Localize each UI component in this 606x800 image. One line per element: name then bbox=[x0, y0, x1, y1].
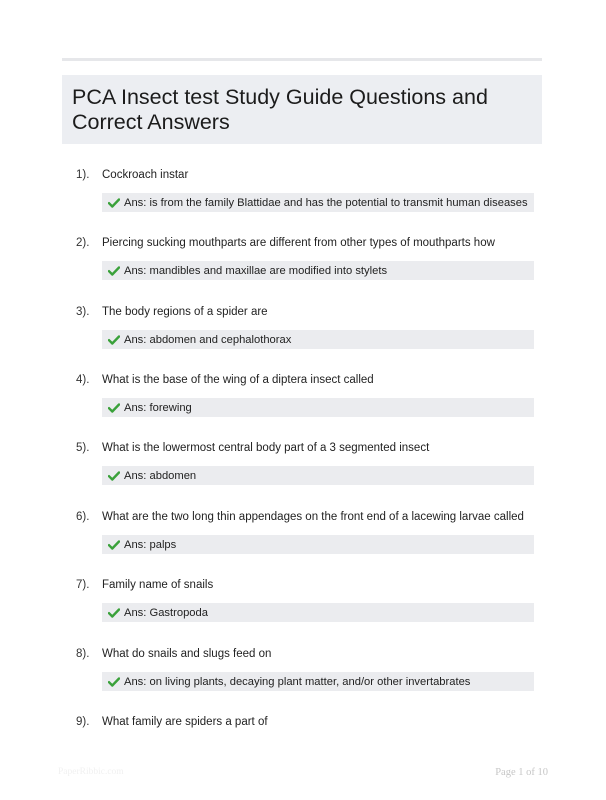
footer-watermark: PaperRibbic.com bbox=[58, 767, 124, 777]
checkmark-icon bbox=[108, 403, 120, 413]
question-text: What are the two long thin appendages on the front end of a lacewing larvae called bbox=[102, 511, 524, 523]
answer-box bbox=[102, 193, 534, 212]
answer-box bbox=[102, 330, 534, 349]
top-divider bbox=[62, 58, 542, 61]
checkmark-icon bbox=[108, 608, 120, 618]
answer-text: Ans: is from the family Blattidae and has the potential to transmit human diseases bbox=[124, 196, 528, 209]
checkmark-icon bbox=[108, 677, 120, 687]
checkmark-icon bbox=[108, 335, 120, 345]
question-number: 1). bbox=[76, 169, 90, 181]
question-number: 4). bbox=[76, 374, 90, 386]
question-item bbox=[62, 306, 542, 346]
question-item bbox=[62, 511, 542, 551]
answer-text: Ans: forewing bbox=[124, 401, 192, 414]
question-number: 3). bbox=[76, 306, 90, 318]
question-text: What do snails and slugs feed on bbox=[102, 648, 272, 660]
checkmark-icon bbox=[108, 198, 120, 208]
checkmark-icon bbox=[108, 266, 120, 276]
question-item bbox=[62, 716, 542, 736]
document-title: PCA Insect test Study Guide Questions and Correct Answers bbox=[72, 85, 488, 134]
answer-text: Ans: abdomen and cephalothorax bbox=[124, 333, 292, 346]
question-item bbox=[62, 442, 542, 482]
answer-text: Ans: on living plants, decaying plant matter, and/or other invertabrates bbox=[124, 675, 471, 688]
question-text: What is the base of the wing of a diptera insect called bbox=[102, 374, 374, 386]
answer-box bbox=[102, 603, 534, 622]
answer-box bbox=[102, 672, 534, 691]
question-number: 7). bbox=[76, 579, 90, 591]
answer-text: Ans: abdomen bbox=[124, 469, 197, 482]
question-number: 6). bbox=[76, 511, 90, 523]
question-item bbox=[62, 169, 542, 209]
answer-text: Ans: palps bbox=[124, 538, 177, 551]
question-item bbox=[62, 237, 542, 277]
question-number: 5). bbox=[76, 442, 90, 454]
question-number: 9). bbox=[76, 716, 90, 728]
question-number: 8). bbox=[76, 648, 90, 660]
question-item bbox=[62, 579, 542, 619]
title-banner bbox=[62, 75, 542, 144]
answer-box bbox=[102, 261, 534, 280]
question-item bbox=[62, 374, 542, 414]
checkmark-icon bbox=[108, 471, 120, 481]
answer-text: Ans: Gastropoda bbox=[124, 606, 208, 619]
question-text: Family name of snails bbox=[102, 579, 214, 591]
question-text: Piercing sucking mouthparts are different from other types of mouthparts how bbox=[102, 237, 495, 249]
question-text: What family are spiders a part of bbox=[102, 716, 268, 728]
question-number: 2). bbox=[76, 237, 90, 249]
question-text: Cockroach instar bbox=[102, 169, 189, 181]
question-text: The body regions of a spider are bbox=[102, 306, 268, 318]
checkmark-icon bbox=[108, 540, 120, 550]
page-indicator: Page 1 of 10 bbox=[495, 767, 548, 778]
answer-text: Ans: mandibles and maxillae are modified into stylets bbox=[124, 264, 388, 277]
question-item bbox=[62, 648, 542, 688]
answer-box bbox=[102, 466, 534, 485]
question-text: What is the lowermost central body part of a 3 segmented insect bbox=[102, 442, 430, 454]
answer-box bbox=[102, 398, 534, 417]
answer-box bbox=[102, 535, 534, 554]
